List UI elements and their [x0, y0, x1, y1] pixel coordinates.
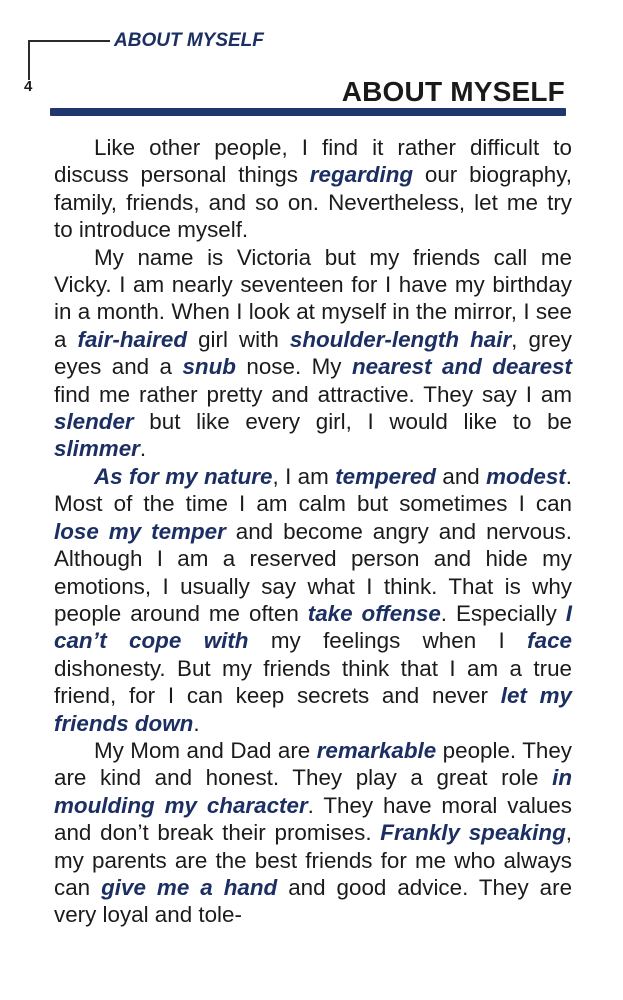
text-run: and: [435, 463, 487, 489]
text-run: our biography, family, friends, and so on. Nevertheless, let me try to introduce myself.: [54, 162, 572, 243]
text-run: . Most of the time I am calm but sometimes I can: [54, 463, 572, 517]
running-head-title: ABOUT MYSELF: [114, 30, 264, 51]
text-run: find me rather pretty and attractive. They say I am: [54, 381, 572, 407]
text-run: nose. My: [235, 354, 352, 380]
key-phrase: nearest and dearest: [351, 354, 572, 380]
key-phrase: give me a hand: [101, 874, 278, 900]
text-run: My Mom and Dad are: [94, 737, 317, 763]
key-phrase: let my friends down: [54, 683, 572, 736]
text-run: . Especially: [440, 600, 566, 626]
running-head-vertical-rule: [28, 40, 30, 80]
key-phrase: modest: [486, 463, 566, 489]
paragraph: [54, 737, 572, 929]
paragraph: [54, 244, 572, 463]
key-phrase: slimmer: [54, 436, 140, 462]
paragraph: [54, 463, 572, 737]
key-phrase: slender: [54, 409, 134, 435]
text-run: but like every girl, I would like to be: [133, 409, 572, 435]
key-phrase: shoulder-length hair: [289, 326, 512, 352]
text-run: and become angry and nervous. Although I am a reserved person and hide my emotions, I usually say what I think. That is why people around me often: [54, 518, 572, 626]
text-run: people. They are kind and honest. They play a great role: [54, 737, 572, 791]
text-run: .: [193, 710, 200, 736]
key-phrase: I can’t cope with: [54, 600, 572, 654]
title-underline-bar: [50, 108, 566, 116]
key-phrase: regarding: [309, 162, 414, 188]
key-phrase: lose my temper: [54, 518, 226, 544]
text-run: Like other people, I find it rather difficult to discuss personal things: [54, 135, 572, 188]
paragraph: [54, 134, 572, 244]
key-phrase: face: [527, 628, 572, 654]
key-phrase: fair-haired: [77, 326, 188, 352]
key-phrase: remarkable: [316, 737, 437, 763]
key-phrase: Frankly speaking: [380, 820, 566, 846]
key-phrase: As for my nature: [94, 463, 273, 489]
key-phrase: in moulding my character: [54, 765, 572, 818]
text-run: , grey eyes and a: [54, 326, 573, 380]
text-run: my feelings when I: [248, 628, 528, 654]
running-head-horizontal-rule: [28, 40, 110, 42]
body-text: [54, 134, 572, 929]
key-phrase: take offense: [307, 600, 441, 626]
chapter-title: ABOUT MYSELF: [341, 76, 565, 107]
key-phrase: snub: [182, 354, 236, 380]
text-run: , I am: [272, 463, 336, 489]
text-run: dishonesty. But my friends think that I am a true friend, for I can keep secrets and never: [54, 655, 572, 709]
text-run: . They have moral values and don’t break their promises.: [54, 792, 572, 846]
text-run: My name is Victoria but my friends call me Vicky. I am nearly seventeen for I have my birthday in a month. When I look at myself in the mirror, I see a: [54, 244, 572, 352]
text-run: and good advice. They are very loyal and tole-: [54, 874, 573, 928]
text-run: .: [139, 436, 147, 462]
text-run: , my parents are the best friends for me who always can: [54, 820, 572, 900]
text-run: girl with: [187, 326, 290, 352]
key-phrase: tempered: [335, 463, 436, 489]
page-number: 4: [24, 78, 33, 95]
